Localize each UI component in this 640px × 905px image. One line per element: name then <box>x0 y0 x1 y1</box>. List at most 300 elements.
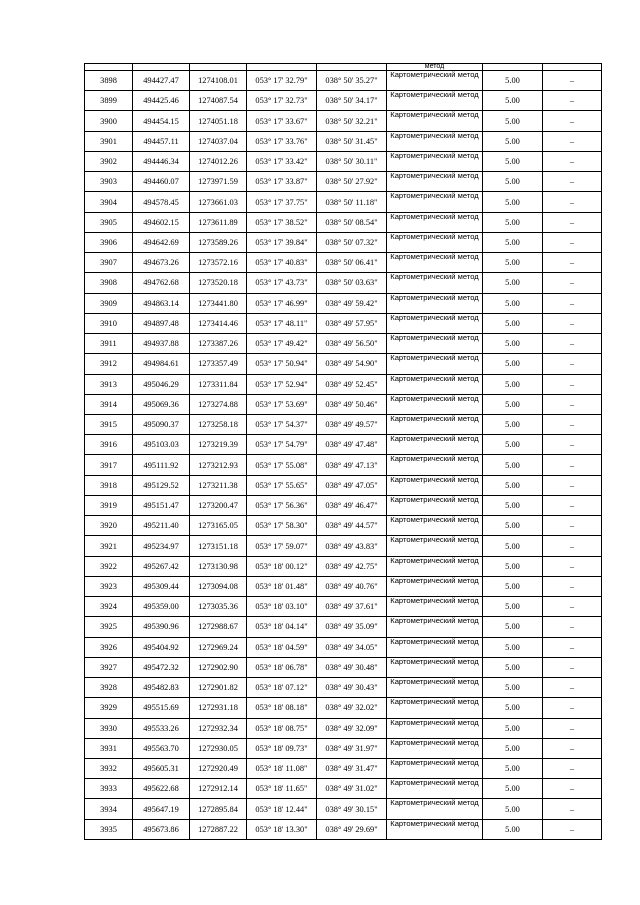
cell-point-number: 3921 <box>85 536 133 556</box>
cell-point-number: 3916 <box>85 435 133 455</box>
cell-note: – <box>543 819 602 839</box>
cell-x-coordinate: 495622.68 <box>133 779 190 799</box>
cell-y-coordinate: 1273212.93 <box>190 455 247 475</box>
cell-y-coordinate: 1273130.98 <box>190 556 247 576</box>
cell-latitude: 053° 18' 08.75" <box>247 718 317 738</box>
table-row <box>85 536 602 556</box>
cell-note: – <box>543 455 602 475</box>
cell-x-coordinate: 494578.45 <box>133 192 190 212</box>
cell-point-number: 3926 <box>85 637 133 657</box>
cell-method: Картометрический метод <box>387 313 483 333</box>
cell-method: Картометрический метод <box>387 273 483 293</box>
cell-longitude: 038° 50' 27.92" <box>317 172 387 192</box>
cell-point-number: 3915 <box>85 414 133 434</box>
cell-latitude: 053° 18' 13.30" <box>247 819 317 839</box>
table-row <box>85 293 602 313</box>
cell-x-coordinate: 495309.44 <box>133 576 190 596</box>
cell-accuracy: 5.00 <box>483 799 543 819</box>
cell-y-coordinate: 1272931.18 <box>190 698 247 718</box>
cell-longitude: 038° 50' 31.45" <box>317 131 387 151</box>
cell-point-number: 3925 <box>85 617 133 637</box>
cell-point-number: 3914 <box>85 394 133 414</box>
cell-x-coordinate: 494425.46 <box>133 91 190 111</box>
cell-method: Картометрический метод <box>387 71 483 91</box>
cell-longitude: 038° 49' 30.48" <box>317 657 387 677</box>
cell-latitude: 053° 18' 03.10" <box>247 597 317 617</box>
cell-point-number: 3934 <box>85 799 133 819</box>
cell-accuracy: 5.00 <box>483 758 543 778</box>
cell-longitude: 038° 49' 32.09" <box>317 718 387 738</box>
cell-longitude: 038° 49' 59.42" <box>317 293 387 313</box>
table-row <box>85 354 602 374</box>
cell-point-number: 3927 <box>85 657 133 677</box>
cell-y-coordinate: 1272895.84 <box>190 799 247 819</box>
table-row <box>85 394 602 414</box>
table-row <box>85 172 602 192</box>
cell-x-coordinate: 495151.47 <box>133 495 190 515</box>
cell-method: Картометрический метод <box>387 678 483 698</box>
cell-latitude: 053° 17' 56.36" <box>247 495 317 515</box>
cell-longitude: 038° 49' 29.69" <box>317 819 387 839</box>
cell-point-number: 3917 <box>85 455 133 475</box>
cell-method: Картометрический метод <box>387 637 483 657</box>
cell-method: Картометрический метод <box>387 738 483 758</box>
cell-accuracy: 5.00 <box>483 293 543 313</box>
cell-latitude: 053° 17' 46.99" <box>247 293 317 313</box>
cell-accuracy: 5.00 <box>483 617 543 637</box>
cell-method: Картометрический метод <box>387 334 483 354</box>
cell-y-coordinate: 1274051.18 <box>190 111 247 131</box>
cell-x-coordinate: 494642.69 <box>133 232 190 252</box>
cell-accuracy: 5.00 <box>483 313 543 333</box>
cell-accuracy: 5.00 <box>483 576 543 596</box>
table-row <box>85 131 602 151</box>
cell-note: – <box>543 374 602 394</box>
cell-method: Картометрический метод <box>387 374 483 394</box>
cell-latitude: 053° 18' 04.14" <box>247 617 317 637</box>
cell-x-coordinate: 494937.88 <box>133 334 190 354</box>
cell-point-number: 3935 <box>85 819 133 839</box>
table-row <box>85 212 602 232</box>
cell-method: Картометрический метод <box>387 617 483 637</box>
cell-y-coordinate: 1274108.01 <box>190 71 247 91</box>
cell-empty <box>543 64 602 71</box>
cell-y-coordinate: 1273200.47 <box>190 495 247 515</box>
cell-latitude: 053° 17' 39.84" <box>247 232 317 252</box>
cell-y-coordinate: 1273611.89 <box>190 212 247 232</box>
cell-latitude: 053° 17' 48.11" <box>247 313 317 333</box>
cell-latitude: 053° 17' 33.87" <box>247 172 317 192</box>
cell-x-coordinate: 494897.48 <box>133 313 190 333</box>
cell-latitude: 053° 17' 55.65" <box>247 475 317 495</box>
cell-method: Картометрический метод <box>387 536 483 556</box>
cell-accuracy: 5.00 <box>483 435 543 455</box>
cell-x-coordinate: 495605.31 <box>133 758 190 778</box>
cell-y-coordinate: 1273274.88 <box>190 394 247 414</box>
cell-latitude: 053° 17' 38.52" <box>247 212 317 232</box>
cell-accuracy: 5.00 <box>483 495 543 515</box>
cell-longitude: 038° 49' 31.02" <box>317 779 387 799</box>
cell-accuracy: 5.00 <box>483 91 543 111</box>
cell-y-coordinate: 1273971.59 <box>190 172 247 192</box>
cell-accuracy: 5.00 <box>483 71 543 91</box>
table-row <box>85 91 602 111</box>
cell-accuracy: 5.00 <box>483 678 543 698</box>
cell-x-coordinate: 494602.15 <box>133 212 190 232</box>
cell-y-coordinate: 1274012.26 <box>190 151 247 171</box>
cell-note: – <box>543 273 602 293</box>
cell-x-coordinate: 494446.34 <box>133 151 190 171</box>
cell-longitude: 038° 49' 47.05" <box>317 475 387 495</box>
cell-latitude: 053° 18' 12.44" <box>247 799 317 819</box>
cell-note: – <box>543 718 602 738</box>
cell-y-coordinate: 1273572.16 <box>190 253 247 273</box>
cell-longitude: 038° 50' 06.41" <box>317 253 387 273</box>
cell-x-coordinate: 494673.26 <box>133 253 190 273</box>
cell-method: Картометрический метод <box>387 455 483 475</box>
table-row <box>85 597 602 617</box>
cell-note: – <box>543 617 602 637</box>
cell-empty <box>247 64 317 71</box>
cell-y-coordinate: 1274037.04 <box>190 131 247 151</box>
cell-latitude: 053° 17' 33.67" <box>247 111 317 131</box>
cell-longitude: 038° 49' 57.95" <box>317 313 387 333</box>
cell-method: Картометрический метод <box>387 91 483 111</box>
cell-latitude: 053° 18' 08.18" <box>247 698 317 718</box>
cell-note: – <box>543 334 602 354</box>
cell-note: – <box>543 435 602 455</box>
table-row <box>85 516 602 536</box>
cell-note: – <box>543 495 602 515</box>
cell-method: Картометрический метод <box>387 516 483 536</box>
cell-point-number: 3919 <box>85 495 133 515</box>
cell-y-coordinate: 1273035.36 <box>190 597 247 617</box>
table-row <box>85 313 602 333</box>
cell-point-number: 3933 <box>85 779 133 799</box>
cell-method: Картометрический метод <box>387 394 483 414</box>
cell-y-coordinate: 1273151.18 <box>190 536 247 556</box>
cell-x-coordinate: 495482.83 <box>133 678 190 698</box>
cell-longitude: 038° 50' 35.27" <box>317 71 387 91</box>
cell-empty <box>317 64 387 71</box>
cell-point-number: 3902 <box>85 151 133 171</box>
table-row <box>85 779 602 799</box>
cell-y-coordinate: 1273589.26 <box>190 232 247 252</box>
cell-latitude: 053° 17' 54.79" <box>247 435 317 455</box>
cell-y-coordinate: 1272920.49 <box>190 758 247 778</box>
cell-note: – <box>543 758 602 778</box>
cell-method: Картометрический метод <box>387 495 483 515</box>
cell-note: – <box>543 394 602 414</box>
cell-y-coordinate: 1273414.46 <box>190 313 247 333</box>
cell-note: – <box>543 313 602 333</box>
cell-accuracy: 5.00 <box>483 718 543 738</box>
cell-point-number: 3923 <box>85 576 133 596</box>
cell-longitude: 038° 49' 32.02" <box>317 698 387 718</box>
cell-latitude: 053° 18' 09.73" <box>247 738 317 758</box>
cell-accuracy: 5.00 <box>483 455 543 475</box>
cell-longitude: 038° 49' 54.90" <box>317 354 387 374</box>
cell-longitude: 038° 49' 42.75" <box>317 556 387 576</box>
cell-longitude: 038° 50' 30.11" <box>317 151 387 171</box>
cell-latitude: 053° 18' 11.65" <box>247 779 317 799</box>
cell-accuracy: 5.00 <box>483 354 543 374</box>
cell-accuracy: 5.00 <box>483 536 543 556</box>
cell-point-number: 3911 <box>85 334 133 354</box>
table-row <box>85 799 602 819</box>
cell-method: Картометрический метод <box>387 576 483 596</box>
cell-method: Картометрический метод <box>387 819 483 839</box>
cell-x-coordinate: 494457.11 <box>133 131 190 151</box>
cell-point-number: 3932 <box>85 758 133 778</box>
cell-latitude: 053° 17' 40.83" <box>247 253 317 273</box>
cell-note: – <box>543 212 602 232</box>
cell-latitude: 053° 18' 06.78" <box>247 657 317 677</box>
cell-latitude: 053° 17' 37.75" <box>247 192 317 212</box>
cell-note: – <box>543 151 602 171</box>
cell-point-number: 3922 <box>85 556 133 576</box>
cell-point-number: 3906 <box>85 232 133 252</box>
cell-x-coordinate: 495046.29 <box>133 374 190 394</box>
cell-latitude: 053° 18' 11.08" <box>247 758 317 778</box>
cell-point-number: 3924 <box>85 597 133 617</box>
cell-accuracy: 5.00 <box>483 414 543 434</box>
cell-y-coordinate: 1273387.26 <box>190 334 247 354</box>
cell-y-coordinate: 1273661.03 <box>190 192 247 212</box>
table-row <box>85 819 602 839</box>
table-row <box>85 475 602 495</box>
cell-note: – <box>543 576 602 596</box>
table-row <box>85 435 602 455</box>
cell-accuracy: 5.00 <box>483 516 543 536</box>
cell-note: – <box>543 698 602 718</box>
cell-accuracy: 5.00 <box>483 253 543 273</box>
cell-latitude: 053° 18' 01.48" <box>247 576 317 596</box>
cell-accuracy: 5.00 <box>483 556 543 576</box>
table-row <box>85 455 602 475</box>
cell-accuracy: 5.00 <box>483 698 543 718</box>
cell-y-coordinate: 1273258.18 <box>190 414 247 434</box>
cell-y-coordinate: 1273165.05 <box>190 516 247 536</box>
cell-point-number: 3908 <box>85 273 133 293</box>
cell-longitude: 038° 49' 40.76" <box>317 576 387 596</box>
cell-x-coordinate: 495069.36 <box>133 394 190 414</box>
cell-latitude: 053° 17' 33.76" <box>247 131 317 151</box>
cell-x-coordinate: 494863.14 <box>133 293 190 313</box>
cell-longitude: 038° 49' 35.09" <box>317 617 387 637</box>
cell-longitude: 038° 49' 37.61" <box>317 597 387 617</box>
cell-point-number: 3912 <box>85 354 133 374</box>
cell-method: Картометрический метод <box>387 192 483 212</box>
cell-method: Картометрический метод <box>387 435 483 455</box>
cell-latitude: 053° 17' 32.79" <box>247 71 317 91</box>
cell-longitude: 038° 49' 47.13" <box>317 455 387 475</box>
cell-method: Картометрический метод <box>387 131 483 151</box>
cell-note: – <box>543 799 602 819</box>
cell-longitude: 038° 50' 32.21" <box>317 111 387 131</box>
cell-empty <box>190 64 247 71</box>
cell-y-coordinate: 1273520.18 <box>190 273 247 293</box>
cell-point-number: 3913 <box>85 374 133 394</box>
cell-note: – <box>543 354 602 374</box>
cell-longitude: 038° 50' 03.63" <box>317 273 387 293</box>
cell-accuracy: 5.00 <box>483 819 543 839</box>
cell-note: – <box>543 475 602 495</box>
table-row <box>85 111 602 131</box>
cell-method: Картометрический метод <box>387 718 483 738</box>
cell-latitude: 053° 18' 04.59" <box>247 637 317 657</box>
cell-longitude: 038° 49' 43.83" <box>317 536 387 556</box>
cell-x-coordinate: 495103.03 <box>133 435 190 455</box>
cell-x-coordinate: 495234.97 <box>133 536 190 556</box>
cell-longitude: 038° 49' 30.43" <box>317 678 387 698</box>
cell-y-coordinate: 1272930.05 <box>190 738 247 758</box>
cell-method: Картометрический метод <box>387 657 483 677</box>
cell-longitude: 038° 49' 31.47" <box>317 758 387 778</box>
cell-note: – <box>543 516 602 536</box>
cell-method: Картометрический метод <box>387 151 483 171</box>
continuation-row <box>85 64 602 71</box>
table-row <box>85 414 602 434</box>
cell-note: – <box>543 131 602 151</box>
cell-x-coordinate: 495404.92 <box>133 637 190 657</box>
cell-method: Картометрический метод <box>387 475 483 495</box>
cell-longitude: 038° 49' 50.46" <box>317 394 387 414</box>
cell-accuracy: 5.00 <box>483 394 543 414</box>
cell-point-number: 3930 <box>85 718 133 738</box>
cell-accuracy: 5.00 <box>483 131 543 151</box>
table-row <box>85 698 602 718</box>
cell-note: – <box>543 253 602 273</box>
cell-empty <box>483 64 543 71</box>
cell-note: – <box>543 536 602 556</box>
cell-method: Картометрический метод <box>387 698 483 718</box>
cell-y-coordinate: 1273211.38 <box>190 475 247 495</box>
cell-method: Картометрический метод <box>387 212 483 232</box>
cell-latitude: 053° 18' 00.12" <box>247 556 317 576</box>
cell-method: Картометрический метод <box>387 414 483 434</box>
cell-note: – <box>543 637 602 657</box>
table-row <box>85 232 602 252</box>
cell-x-coordinate: 495673.86 <box>133 819 190 839</box>
cell-longitude: 038° 50' 07.32" <box>317 232 387 252</box>
cell-note: – <box>543 71 602 91</box>
table-row <box>85 617 602 637</box>
cell-accuracy: 5.00 <box>483 597 543 617</box>
cell-point-number: 3899 <box>85 91 133 111</box>
cell-accuracy: 5.00 <box>483 738 543 758</box>
cell-x-coordinate: 494984.61 <box>133 354 190 374</box>
cell-accuracy: 5.00 <box>483 475 543 495</box>
table-row <box>85 253 602 273</box>
cell-note: – <box>543 192 602 212</box>
cell-x-coordinate: 494460.07 <box>133 172 190 192</box>
cell-x-coordinate: 495090.37 <box>133 414 190 434</box>
cell-longitude: 038° 49' 31.97" <box>317 738 387 758</box>
cell-method: Картометрический метод <box>387 556 483 576</box>
table-row <box>85 556 602 576</box>
cell-note: – <box>543 293 602 313</box>
cell-x-coordinate: 495515.69 <box>133 698 190 718</box>
cell-note: – <box>543 779 602 799</box>
cell-method-continuation: метод <box>387 64 483 71</box>
cell-longitude: 038° 49' 30.15" <box>317 799 387 819</box>
cell-accuracy: 5.00 <box>483 374 543 394</box>
cell-longitude: 038° 49' 46.47" <box>317 495 387 515</box>
cell-x-coordinate: 495211.40 <box>133 516 190 536</box>
cell-latitude: 053° 17' 33.42" <box>247 151 317 171</box>
cell-point-number: 3900 <box>85 111 133 131</box>
cell-method: Картометрический метод <box>387 253 483 273</box>
cell-y-coordinate: 1272912.14 <box>190 779 247 799</box>
cell-note: – <box>543 111 602 131</box>
cell-method: Картометрический метод <box>387 172 483 192</box>
cell-latitude: 053° 17' 32.73" <box>247 91 317 111</box>
cell-empty <box>85 64 133 71</box>
cell-x-coordinate: 495111.92 <box>133 455 190 475</box>
cell-accuracy: 5.00 <box>483 212 543 232</box>
cell-accuracy: 5.00 <box>483 657 543 677</box>
cell-note: – <box>543 172 602 192</box>
cell-point-number: 3904 <box>85 192 133 212</box>
table-row <box>85 192 602 212</box>
table-row <box>85 678 602 698</box>
cell-point-number: 3901 <box>85 131 133 151</box>
table-row <box>85 374 602 394</box>
cell-y-coordinate: 1274087.54 <box>190 91 247 111</box>
cell-longitude: 038° 50' 34.17" <box>317 91 387 111</box>
cell-y-coordinate: 1273441.80 <box>190 293 247 313</box>
cell-accuracy: 5.00 <box>483 111 543 131</box>
cell-y-coordinate: 1273094.08 <box>190 576 247 596</box>
cell-longitude: 038° 49' 44.57" <box>317 516 387 536</box>
cell-accuracy: 5.00 <box>483 192 543 212</box>
table-body <box>85 64 602 840</box>
cell-point-number: 3903 <box>85 172 133 192</box>
cell-point-number: 3928 <box>85 678 133 698</box>
cell-x-coordinate: 495647.19 <box>133 799 190 819</box>
cell-note: – <box>543 597 602 617</box>
cell-point-number: 3920 <box>85 516 133 536</box>
coordinates-sheet <box>84 63 601 840</box>
cell-x-coordinate: 494427.47 <box>133 71 190 91</box>
cell-method: Картометрический метод <box>387 779 483 799</box>
cell-note: – <box>543 738 602 758</box>
cell-y-coordinate: 1272901.82 <box>190 678 247 698</box>
table-row <box>85 273 602 293</box>
cell-latitude: 053° 17' 49.42" <box>247 334 317 354</box>
cell-longitude: 038° 50' 08.54" <box>317 212 387 232</box>
cell-note: – <box>543 556 602 576</box>
cell-note: – <box>543 232 602 252</box>
cell-latitude: 053° 18' 07.12" <box>247 678 317 698</box>
cell-longitude: 038° 49' 56.50" <box>317 334 387 354</box>
cell-longitude: 038° 49' 47.48" <box>317 435 387 455</box>
cell-x-coordinate: 495472.32 <box>133 657 190 677</box>
cell-accuracy: 5.00 <box>483 637 543 657</box>
cell-y-coordinate: 1272988.67 <box>190 617 247 637</box>
cell-latitude: 053° 17' 53.69" <box>247 394 317 414</box>
cell-note: – <box>543 657 602 677</box>
cell-point-number: 3929 <box>85 698 133 718</box>
cell-x-coordinate: 495563.70 <box>133 738 190 758</box>
table-row <box>85 576 602 596</box>
cell-point-number: 3909 <box>85 293 133 313</box>
cell-x-coordinate: 495129.52 <box>133 475 190 495</box>
table-row <box>85 758 602 778</box>
table-row <box>85 738 602 758</box>
cell-point-number: 3907 <box>85 253 133 273</box>
